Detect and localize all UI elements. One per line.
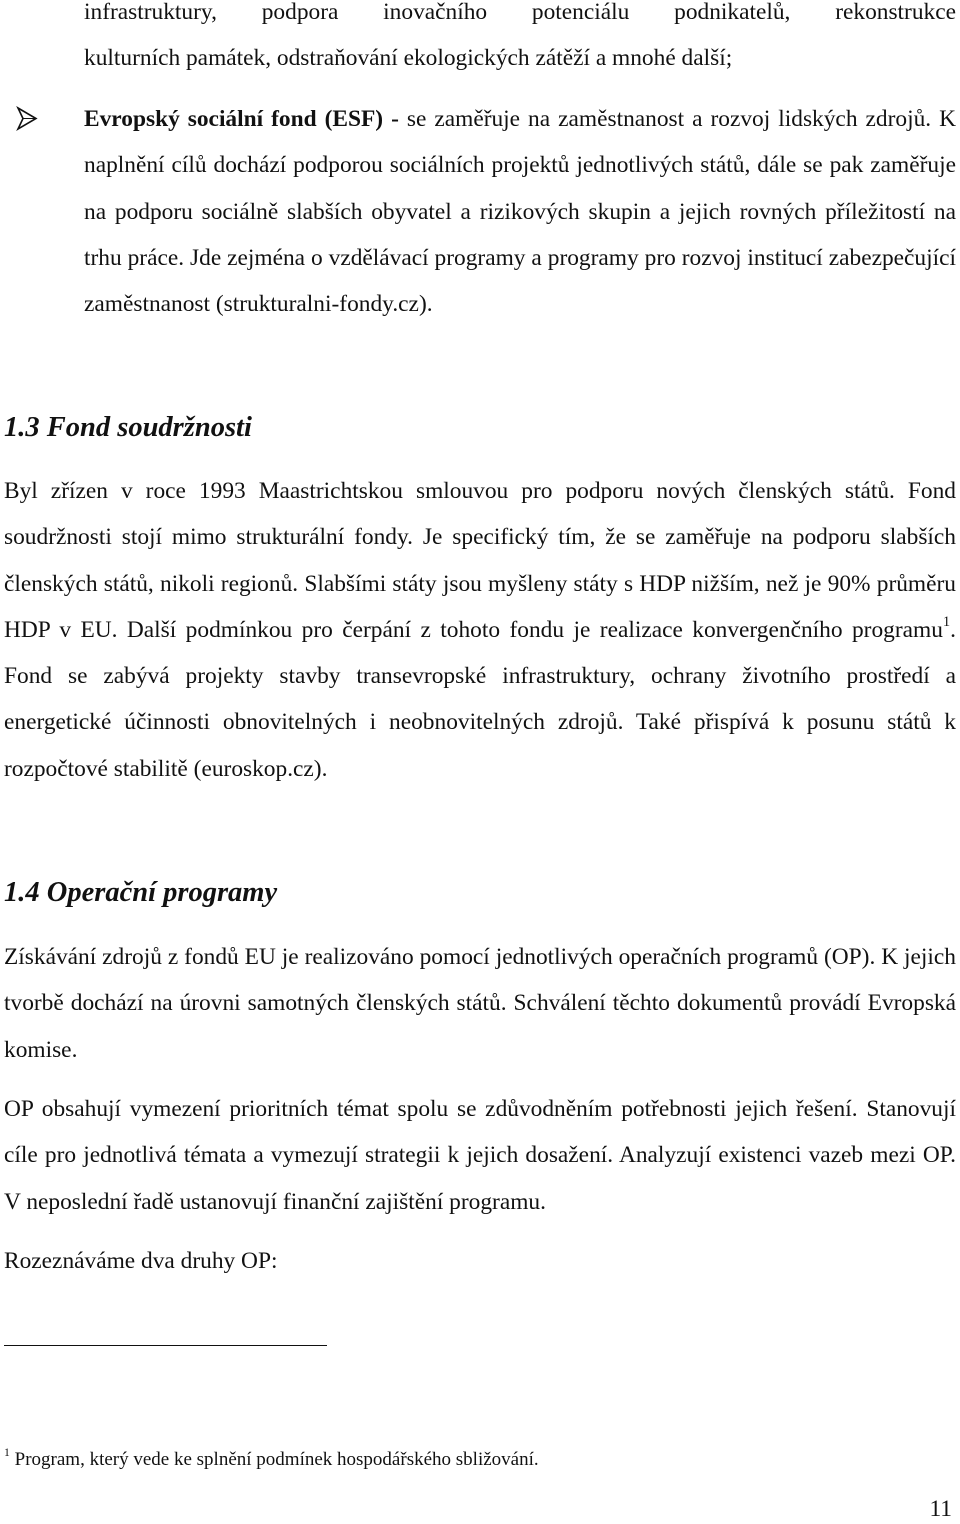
section-1-4-paragraph-3: Rozeznáváme dva druhy OP: (4, 1248, 278, 1274)
section-1-3-text-b: . Fond se zabývá projekty stavby transevropské infrastruktury, ochrany životního prostředí a energetické účinnosti obnovitelných i neobnovitelných zdrojů. Také přispívá k posunu států k rozpočtové stabilitě (euroskop.cz). (4, 616, 956, 782)
arrow-bullet-icon (14, 96, 44, 142)
footnote-text: Program, který vede ke splnění podmínek hospodářského sbližování. (9, 1449, 539, 1470)
footnote-number: 1 (4, 1446, 10, 1460)
section-heading-1-3: 1.3 Fond soudržnosti (4, 412, 252, 443)
bullet-continuation-line2: kulturních památek, odstraňování ekologických zátěží a mnohé další; (84, 45, 733, 72)
bullet-continuation-line1: infrastruktury, podpora inovačního potenciálu podnikatelů, rekonstrukce (84, 0, 956, 25)
footnote (4, 1446, 904, 1474)
section-1-4-paragraph-1: Získávání zdrojů z fondů EU je realizováno pomocí jednotlivých operačních programů (OP). K jejich tvorbě dochází na úrovni samotných členských států. Schválení těchto dokumentů provádí Evropská komise. (4, 944, 956, 1063)
footnote-divider (4, 1345, 327, 1346)
footnote-reference: 1 (942, 614, 951, 631)
page-number: 11 (929, 1496, 952, 1522)
esf-lead: Evropský sociální fond (ESF) - (84, 106, 399, 132)
section-1-3-paragraph (4, 468, 956, 792)
esf-text: se zaměřuje na zaměstnanost a rozvoj lidských zdrojů. K naplnění cílů dochází podporou sociálních projektů jednotlivých států, dále se pak zaměřuje na podporu sociálně slabších obyvatel a rizikových skupin a jejich rovných příležitostí na trhu práce. Jde zejména o vzdělávací programy a programy pro rozvoj institucí zabezpečující zaměstnanost (strukturalni-fondy.cz). (84, 106, 956, 318)
bullet-esf (84, 96, 956, 327)
section-1-4-paragraph-2: OP obsahují vymezení prioritních témat spolu se zdůvodněním potřebnosti jejich řešení. Stanovují cíle pro jednotlivá témata a vymezují strategii k jejich dosažení. Analyzují existenci vazeb mezi OP. V neposlední řadě ustanovují finanční zajištění programu. (4, 1096, 956, 1215)
section-heading-1-4: 1.4 Operační programy (4, 877, 278, 908)
section-1-3-text-a: Byl zřízen v roce 1993 Maastrichtskou smlouvou pro podporu nových členských států. Fond soudržnosti stojí mimo strukturální fondy. Je specifický tím, že se zaměřuje na podporu slabších členských států, nikoli regionů. Slabšími státy jsou myšleny státy s HDP nižším, než je 90% průměru HDP v EU. Další podmínkou pro čerpání z tohoto fondu je realizace konvergenčního programu (4, 478, 956, 643)
bullet-continuation (84, 0, 956, 82)
